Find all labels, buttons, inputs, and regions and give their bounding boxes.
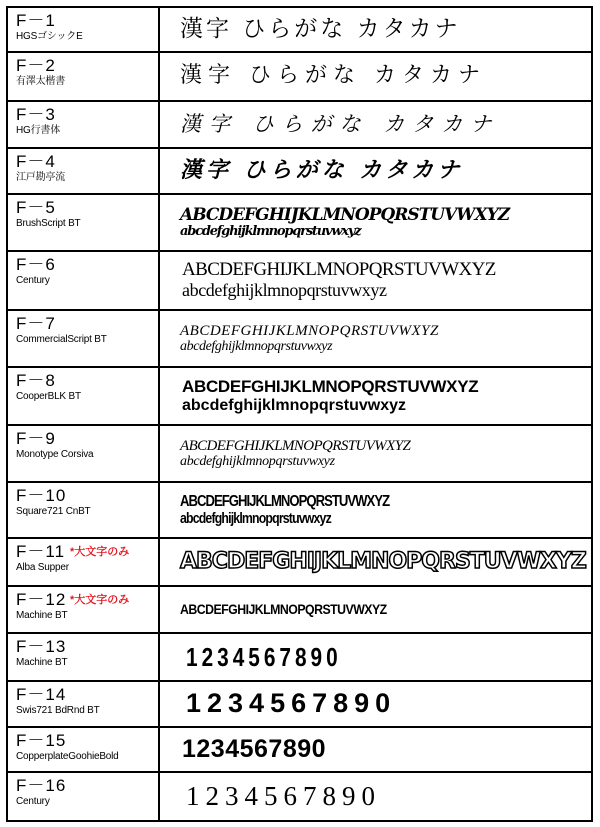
sample-text: 漢字 ひらがな カタカナ	[180, 111, 500, 136]
font-id-cell	[8, 483, 160, 537]
font-sample-cell	[160, 483, 591, 537]
font-name: Machine BT	[16, 610, 68, 621]
font-row	[8, 634, 591, 682]
sample-digits: 1234567890	[186, 780, 381, 811]
font-id-cell	[8, 102, 160, 147]
font-sample-cell	[160, 682, 591, 726]
font-id-cell	[8, 773, 160, 820]
font-id-cell	[8, 634, 160, 680]
font-row	[8, 773, 591, 820]
sample-uppercase: ABCDEFGHIJKLMNOPQRSTUVWXYZ	[180, 600, 387, 617]
font-id-cell	[8, 252, 160, 309]
font-name: 有澤太楷書	[16, 76, 65, 87]
font-sample-cell	[160, 426, 591, 481]
font-row	[8, 102, 591, 149]
sample-uppercase: ABCDEFGHIJKLMNOPQRSTUVWXYZ	[180, 548, 586, 574]
sample-text: 漢字 ひらがな カタカナ	[180, 63, 486, 89]
sample-digits: 1234567890	[182, 734, 327, 763]
font-sample-cell	[160, 102, 591, 147]
sample-lowercase: abcdefghijklmnopqrstuvwxyz	[182, 280, 387, 301]
font-name: Machine BT	[16, 657, 68, 668]
font-sample-cell	[160, 149, 591, 193]
font-id-cell	[8, 311, 160, 366]
font-name: BrushScript BT	[16, 218, 81, 229]
font-name: Century	[16, 275, 50, 286]
uppercase-only-note: *大文字のみ	[70, 594, 130, 606]
font-id-cell	[8, 539, 160, 585]
font-code: F－3	[16, 105, 56, 124]
font-row	[8, 149, 591, 195]
font-id-cell	[8, 368, 160, 424]
font-name: CommercialScript BT	[16, 334, 107, 345]
sample-uppercase: ABCDEFGHIJKLMNOPQRSTUVWXYZ	[180, 322, 439, 339]
sample-uppercase: ABCDEFGHIJKLMNOPQRSTUVWXYZ	[182, 259, 496, 281]
font-sample-cell	[160, 634, 591, 680]
sample-uppercase: ABCDEFGHIJKLMNOPQRSTUVWXYZ	[180, 492, 390, 510]
font-sample-cell	[160, 539, 591, 585]
font-code: F－11	[16, 542, 66, 561]
font-sample-table	[6, 6, 593, 822]
sample-text: 漢字 ひらがな カタカナ	[180, 15, 461, 42]
font-id-cell	[8, 728, 160, 771]
sample-uppercase: ABCDEFGHIJKLMNOPQRSTUVWXYZ	[180, 437, 411, 454]
sample-text: 漢字 ひらがな カタカナ	[180, 157, 464, 183]
font-id-cell	[8, 53, 160, 100]
font-code: F－1	[16, 11, 56, 30]
font-sample-cell	[160, 728, 591, 771]
sample-digits: 1234567890	[186, 688, 397, 719]
font-code: F－15	[16, 731, 67, 750]
font-row	[8, 728, 591, 773]
font-row	[8, 311, 591, 368]
font-code: F－7	[16, 314, 56, 333]
font-code: F－8	[16, 371, 56, 390]
font-name: HGSゴシックE	[16, 31, 83, 42]
sample-lowercase: abcdefghijklmnopqrstuvwxyz	[182, 396, 407, 414]
font-name: Square721 CnBT	[16, 506, 91, 517]
font-sample-cell	[160, 195, 591, 250]
font-row	[8, 483, 591, 539]
font-sample-cell	[160, 311, 591, 366]
font-row	[8, 368, 591, 426]
font-row	[8, 252, 591, 311]
font-id-cell	[8, 682, 160, 726]
font-row	[8, 539, 591, 587]
font-code: F－13	[16, 637, 67, 656]
font-id-cell	[8, 426, 160, 481]
font-row	[8, 426, 591, 483]
uppercase-only-note: *大文字のみ	[70, 546, 130, 558]
font-name: Century	[16, 796, 50, 807]
sample-lowercase: abcdefghijklmnopqrstuvwxyz	[180, 454, 335, 470]
font-id-cell	[8, 195, 160, 250]
font-sample-cell	[160, 53, 591, 100]
font-name: CooperBLK BT	[16, 391, 81, 402]
font-code: F－9	[16, 429, 56, 448]
font-row	[8, 53, 591, 102]
font-sample-cell	[160, 252, 591, 309]
font-name: 江戸勘亭流	[16, 172, 65, 183]
font-name: Alba Supper	[16, 562, 69, 573]
font-name: HG行書体	[16, 125, 60, 136]
font-sample-cell	[160, 587, 591, 632]
font-id-cell	[8, 587, 160, 632]
font-code: F－5	[16, 198, 56, 217]
font-sample-cell	[160, 368, 591, 424]
font-name: Monotype Corsiva	[16, 449, 94, 460]
font-name: Swis721 BdRnd BT	[16, 705, 100, 716]
font-code: F－16	[16, 776, 67, 795]
sample-lowercase: abcdefghijklmnopqrstuvwxyz	[180, 509, 331, 527]
sample-lowercase: abcdefghijklmnopqrstuvwxyz	[180, 223, 361, 239]
font-sample-cell	[160, 773, 591, 820]
font-code: F－6	[16, 255, 56, 274]
font-code: F－12	[16, 590, 67, 609]
font-row	[8, 8, 591, 53]
sample-uppercase: ABCDEFGHIJKLMNOPQRSTUVWXYZ	[180, 205, 510, 225]
font-id-cell	[8, 149, 160, 193]
font-id-cell	[8, 8, 160, 51]
font-code: F－2	[16, 56, 56, 75]
font-row	[8, 587, 591, 634]
font-name: CopperplateGoohieBold	[16, 751, 119, 762]
font-sample-cell	[160, 8, 591, 51]
font-code: F－4	[16, 152, 56, 171]
sample-digits: 1234567890	[186, 641, 342, 672]
font-code: F－10	[16, 486, 67, 505]
sample-lowercase: abcdefghijklmnopqrstuvwxyz	[180, 339, 333, 355]
font-row	[8, 682, 591, 728]
font-row	[8, 195, 591, 252]
sample-uppercase: ABCDEFGHIJKLMNOPQRSTUVWXYZ	[182, 376, 479, 396]
font-code: F－14	[16, 685, 67, 704]
